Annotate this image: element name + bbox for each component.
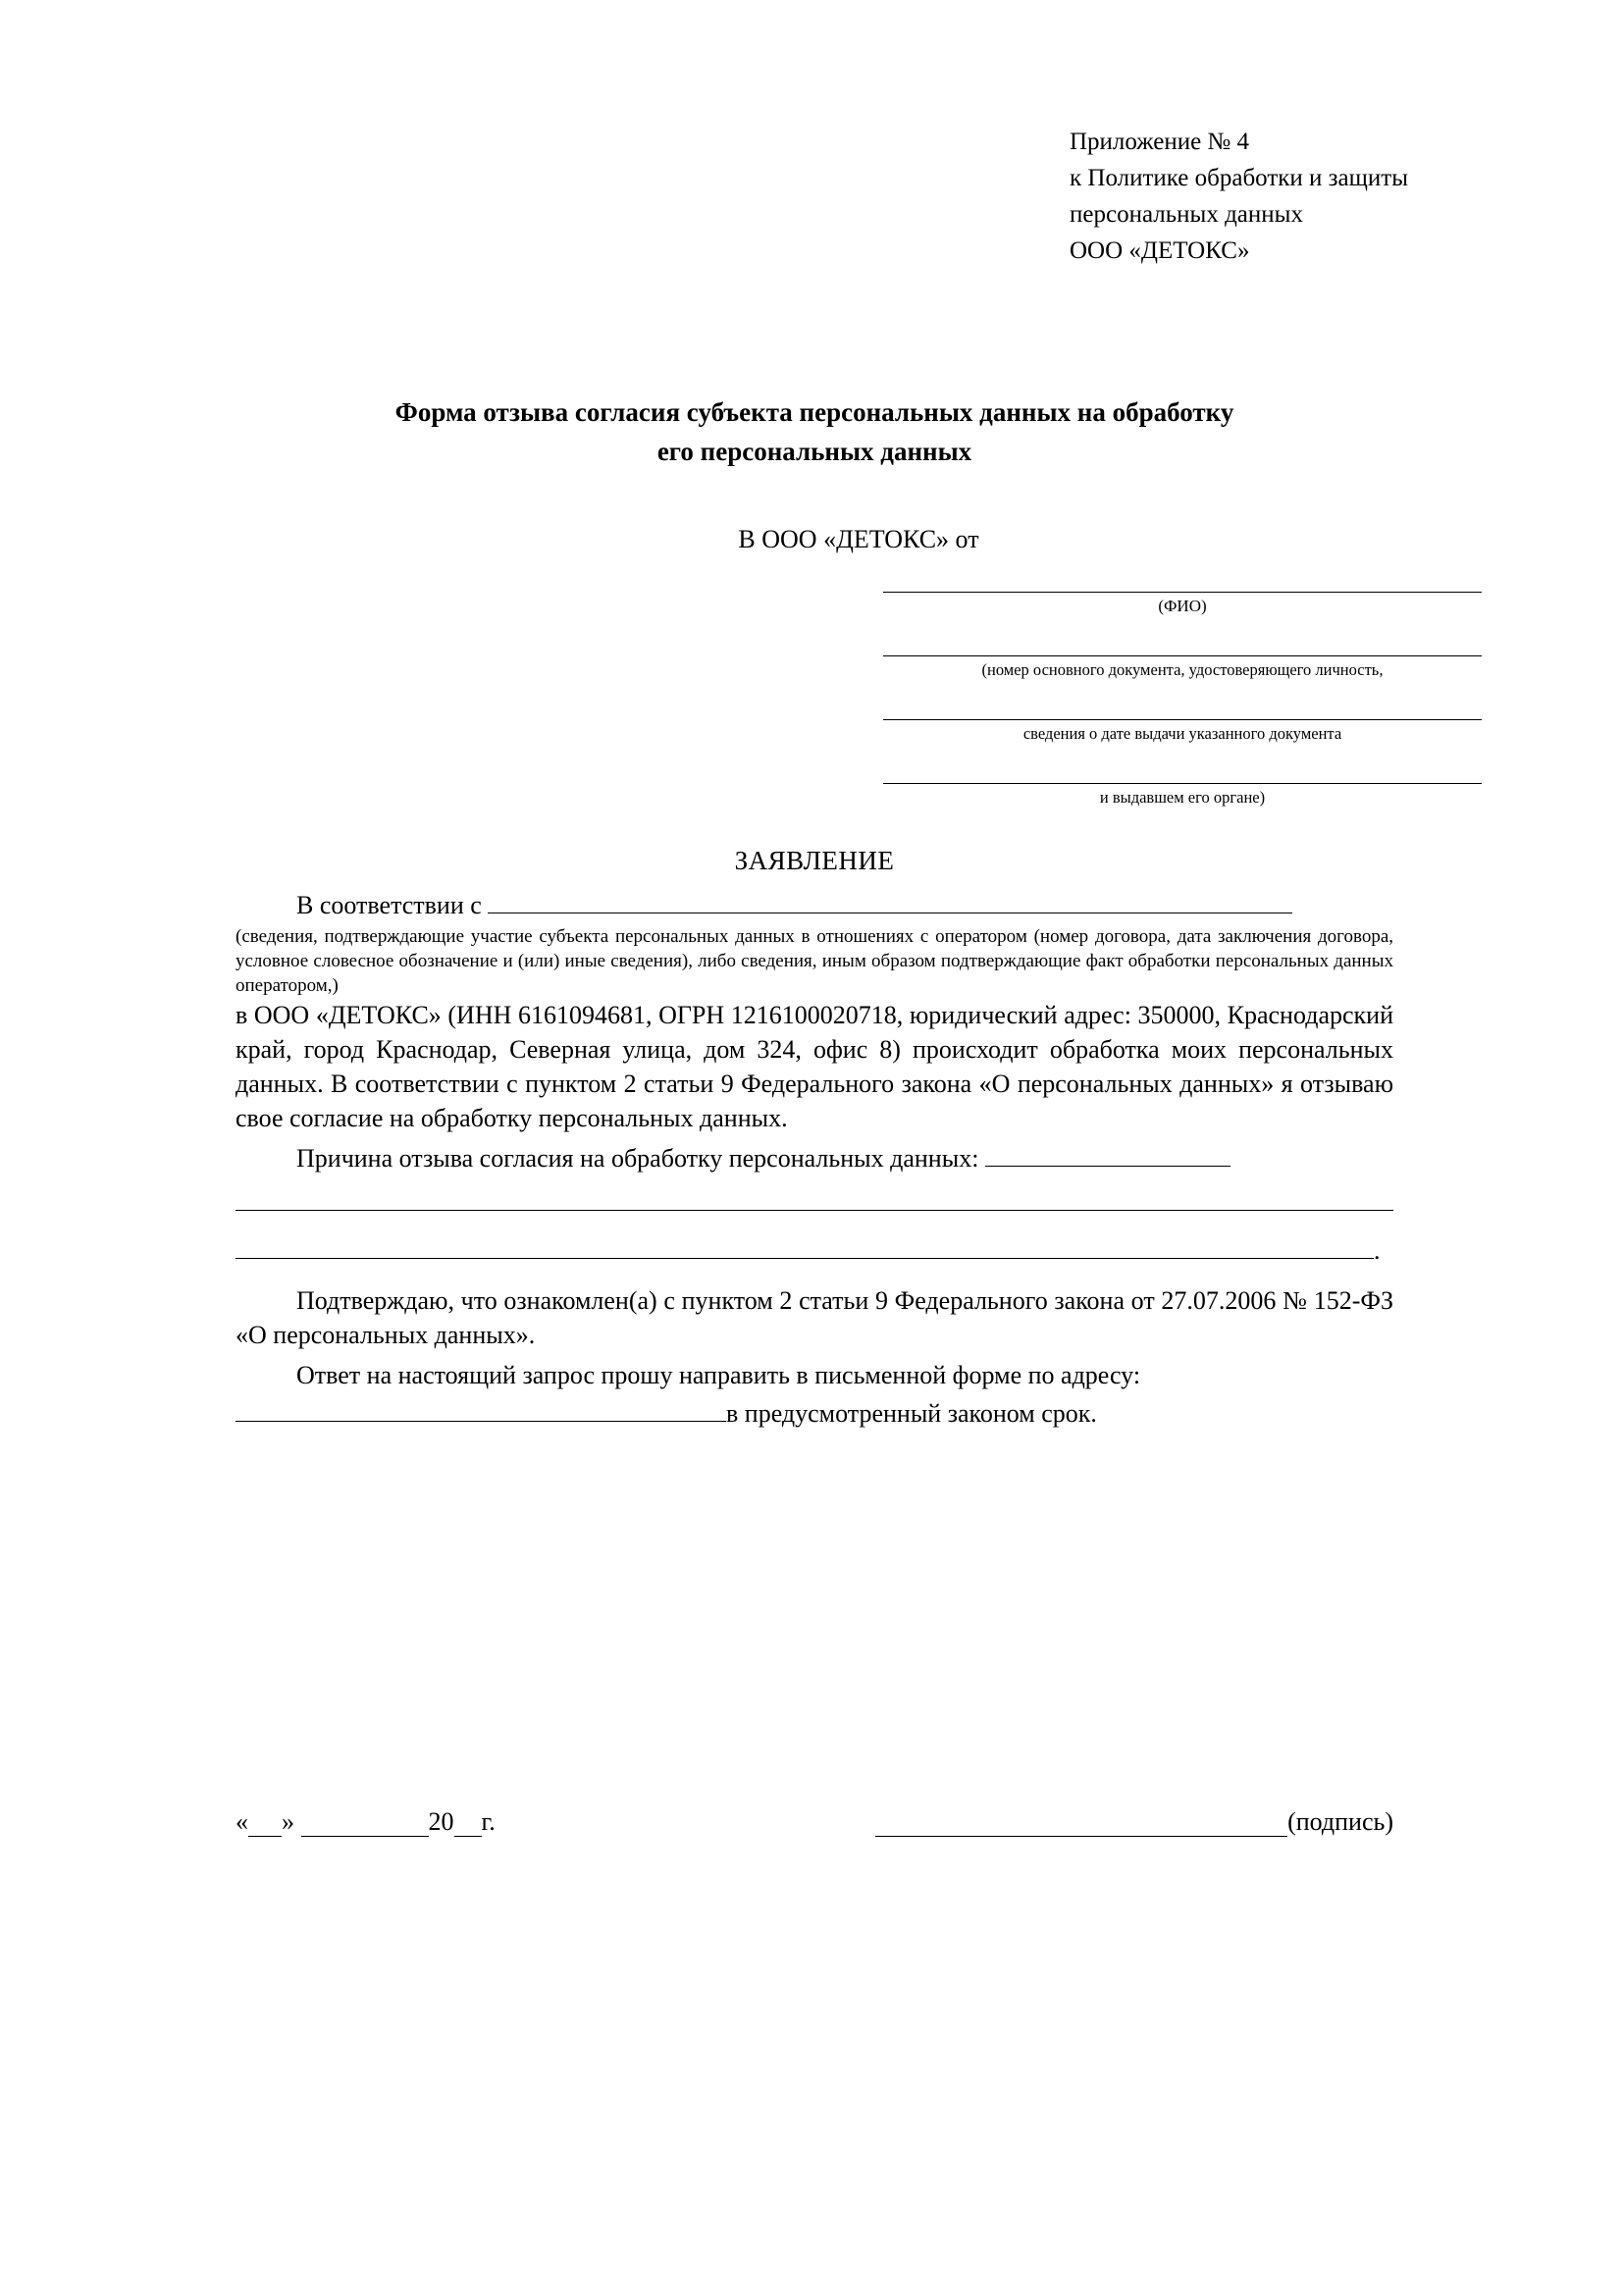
appendix-header-line-2: к Политике обработки и защиты [1070,165,1409,191]
page-title-line-2: его персональных данных [656,437,972,466]
date-close-quote: » [282,1807,294,1836]
addressee-to-label: В ООО «ДЕТОКС» от [738,525,979,553]
date-open-quote: « [236,1807,248,1836]
appendix-header-line-4: ООО «ДЕТОКС» [1070,237,1250,264]
statement-answer-tail: в предусмотренный законом срок. [726,1399,1097,1428]
statement-main-paragraph: в ООО «ДЕТОКС» (ИНН 6161094681, ОГРН 1216100020718, юридический адрес: 350000, Краснодарский край, город Краснодар, Северная улица, дом 324, офис 8) происходит обработка моих персональных данных. В соответствии с пунктом 2 статьи 9 Федерального закона «О персональных данных» я отзываю свое согласие на обработку персональных данных. [236,1001,1393,1132]
page-title-line-1: Форма отзыва согласия субъекта персональных данных на обработку [394,397,1234,427]
statement-heading: ЗАЯВЛЕНИЕ [734,846,895,875]
statement-reason-label: Причина отзыва согласия на обработку персональных данных: [296,1144,979,1173]
addressee-document-number-input-line[interactable] [883,630,1482,656]
statement-reason-input-line-3[interactable] [236,1234,1374,1259]
addressee-document-number-caption: (номер основного документа, удостоверяющего личность, [981,660,1384,679]
date-year-input[interactable] [454,1814,482,1837]
appendix-header [1070,124,1580,269]
addressee-document-date-input-line[interactable] [883,694,1482,720]
statement-fine-print: (сведения, подтверждающие участие субъекта персональных данных в отношениях с оператором (номер договора, дата заключения договора, условное словесное обозначение и (или) иные сведения), либо сведения, иным образом подтверждающие факт обработки персональных данных оператором,) [236,926,1393,996]
addressee-field-issuing-authority [883,757,1482,809]
addressee-field-document-date [883,694,1482,746]
statement-intro-input-line[interactable] [488,889,1292,913]
statement-answer-address-input-line[interactable] [236,1397,726,1422]
statement-reason-row [236,1141,1393,1175]
addressee-fio-input-line[interactable] [883,566,1482,593]
addressee-issuing-authority-input-line[interactable] [883,757,1482,784]
date-year-prefix: 20 [428,1807,454,1836]
statement-answer-row [236,1396,1393,1431]
addressee-field-document-number [883,630,1482,682]
statement-answer-label: Ответ на настоящий запрос прошу направить в письменной форме по адресу: [296,1361,1141,1389]
addressee-issuing-authority-caption: и выдавшем его органе) [1099,788,1266,807]
signature-field[interactable] [875,1807,1393,1837]
statement-reason-input-line-1[interactable] [985,1142,1230,1167]
appendix-header-line-3: персональных данных [1070,201,1303,228]
date-year-suffix: г. [481,1807,496,1836]
statement-confirm-paragraph: Подтверждаю, что ознакомлен(а) с пунктом 2 статьи 9 Федерального закона от 27.07.2006 № 152-ФЗ «О персональных данных». [236,1286,1393,1349]
addressee-field-fio [883,566,1482,618]
addressee-fio-caption: (ФИО) [1158,597,1207,615]
statement-reason-input-line-2[interactable] [236,1186,1393,1211]
addressee-document-date-caption: сведения о дате выдачи указанного документа [1022,724,1342,743]
date-day-input[interactable] [248,1814,282,1837]
page-title [236,392,1393,471]
addressee-block [236,525,1482,809]
statement-reason-input-line-2-wrap [236,1185,1393,1220]
signature-input-line[interactable] [875,1812,1287,1837]
appendix-header-line-1: Приложение № 4 [1070,129,1250,155]
statement-reason-period: . [1374,1236,1381,1265]
date-month-input[interactable] [301,1814,429,1837]
statement-intro-label: В соответствии с [296,891,482,919]
signature-date-field[interactable] [236,1807,496,1837]
statement-reason-input-line-3-wrap [236,1233,1393,1268]
statement-body [236,888,1393,1431]
statement-intro-row [236,888,1393,922]
signature-caption: (подпись) [1287,1807,1393,1836]
